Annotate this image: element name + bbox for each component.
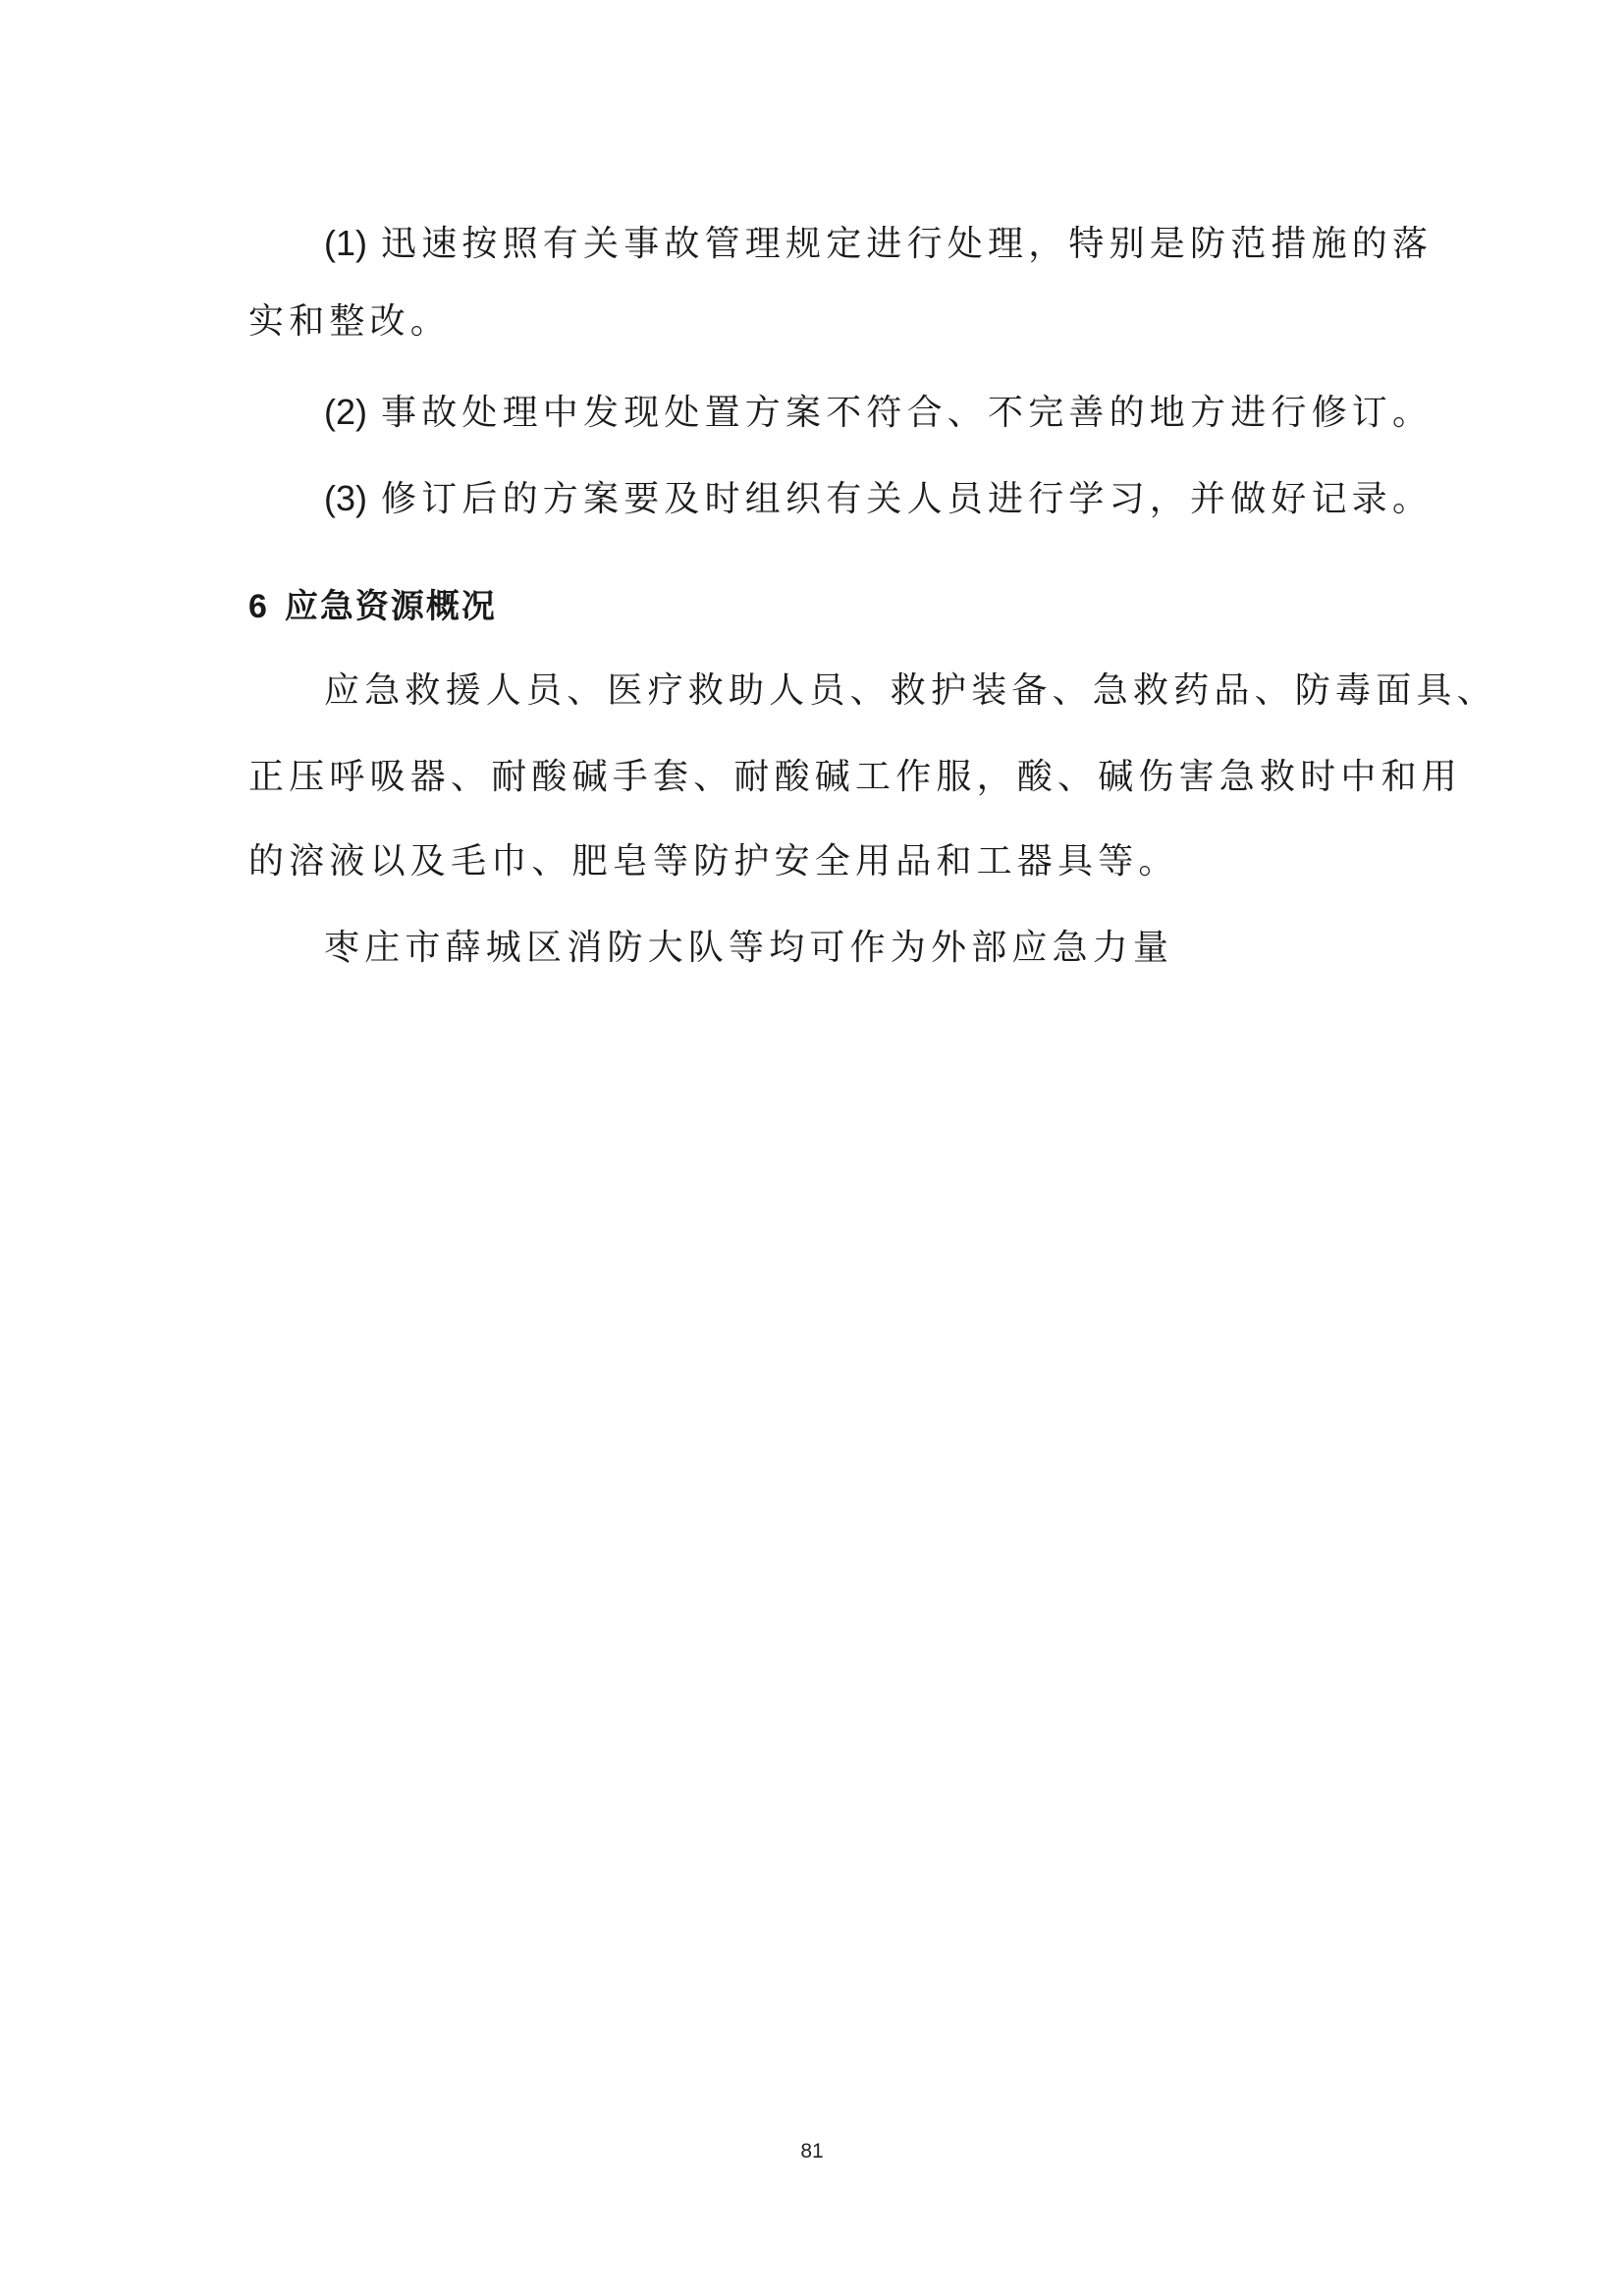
- list-item-2-text: 事故处理中发现处置方案不符合、不完善的地方进行修订。: [381, 393, 1434, 433]
- paragraph-1-line-1: 应急救援人员、医疗救助人员、救护装备、急救药品、防毒面具、: [324, 670, 1497, 711]
- list-item-2: [324, 393, 1433, 433]
- paragraph-2: 枣庄市薛城区消防大队等均可作为外部应急力量: [324, 928, 1174, 968]
- list-item-3: [324, 479, 1433, 519]
- page-number: 81: [800, 2140, 824, 2163]
- section-number: 6: [248, 588, 269, 625]
- list-item-1-line-2: 实和整改。: [248, 301, 452, 342]
- list-item-2-number: (2): [324, 392, 367, 432]
- paragraph-1-line-2: 正压呼吸器、耐酸碱手套、耐酸碱工作服，酸、碱伤害急救时中和用: [248, 757, 1463, 797]
- section-heading: [248, 587, 497, 626]
- paragraph-1-line-3: 的溶液以及毛巾、肥皂等防护安全用品和工器具等。: [248, 841, 1179, 881]
- list-item-3-number: (3): [324, 478, 367, 518]
- list-item-3-text: 修订后的方案要及时组织有关人员进行学习，并做好记录。: [381, 479, 1434, 519]
- list-item-1-line-1: [324, 224, 1433, 264]
- list-item-1-text: 迅速按照有关事故管理规定进行处理，特别是防范措施的落: [381, 224, 1434, 264]
- list-item-1-number: (1): [324, 223, 367, 263]
- section-title: 应急资源概况: [284, 587, 497, 626]
